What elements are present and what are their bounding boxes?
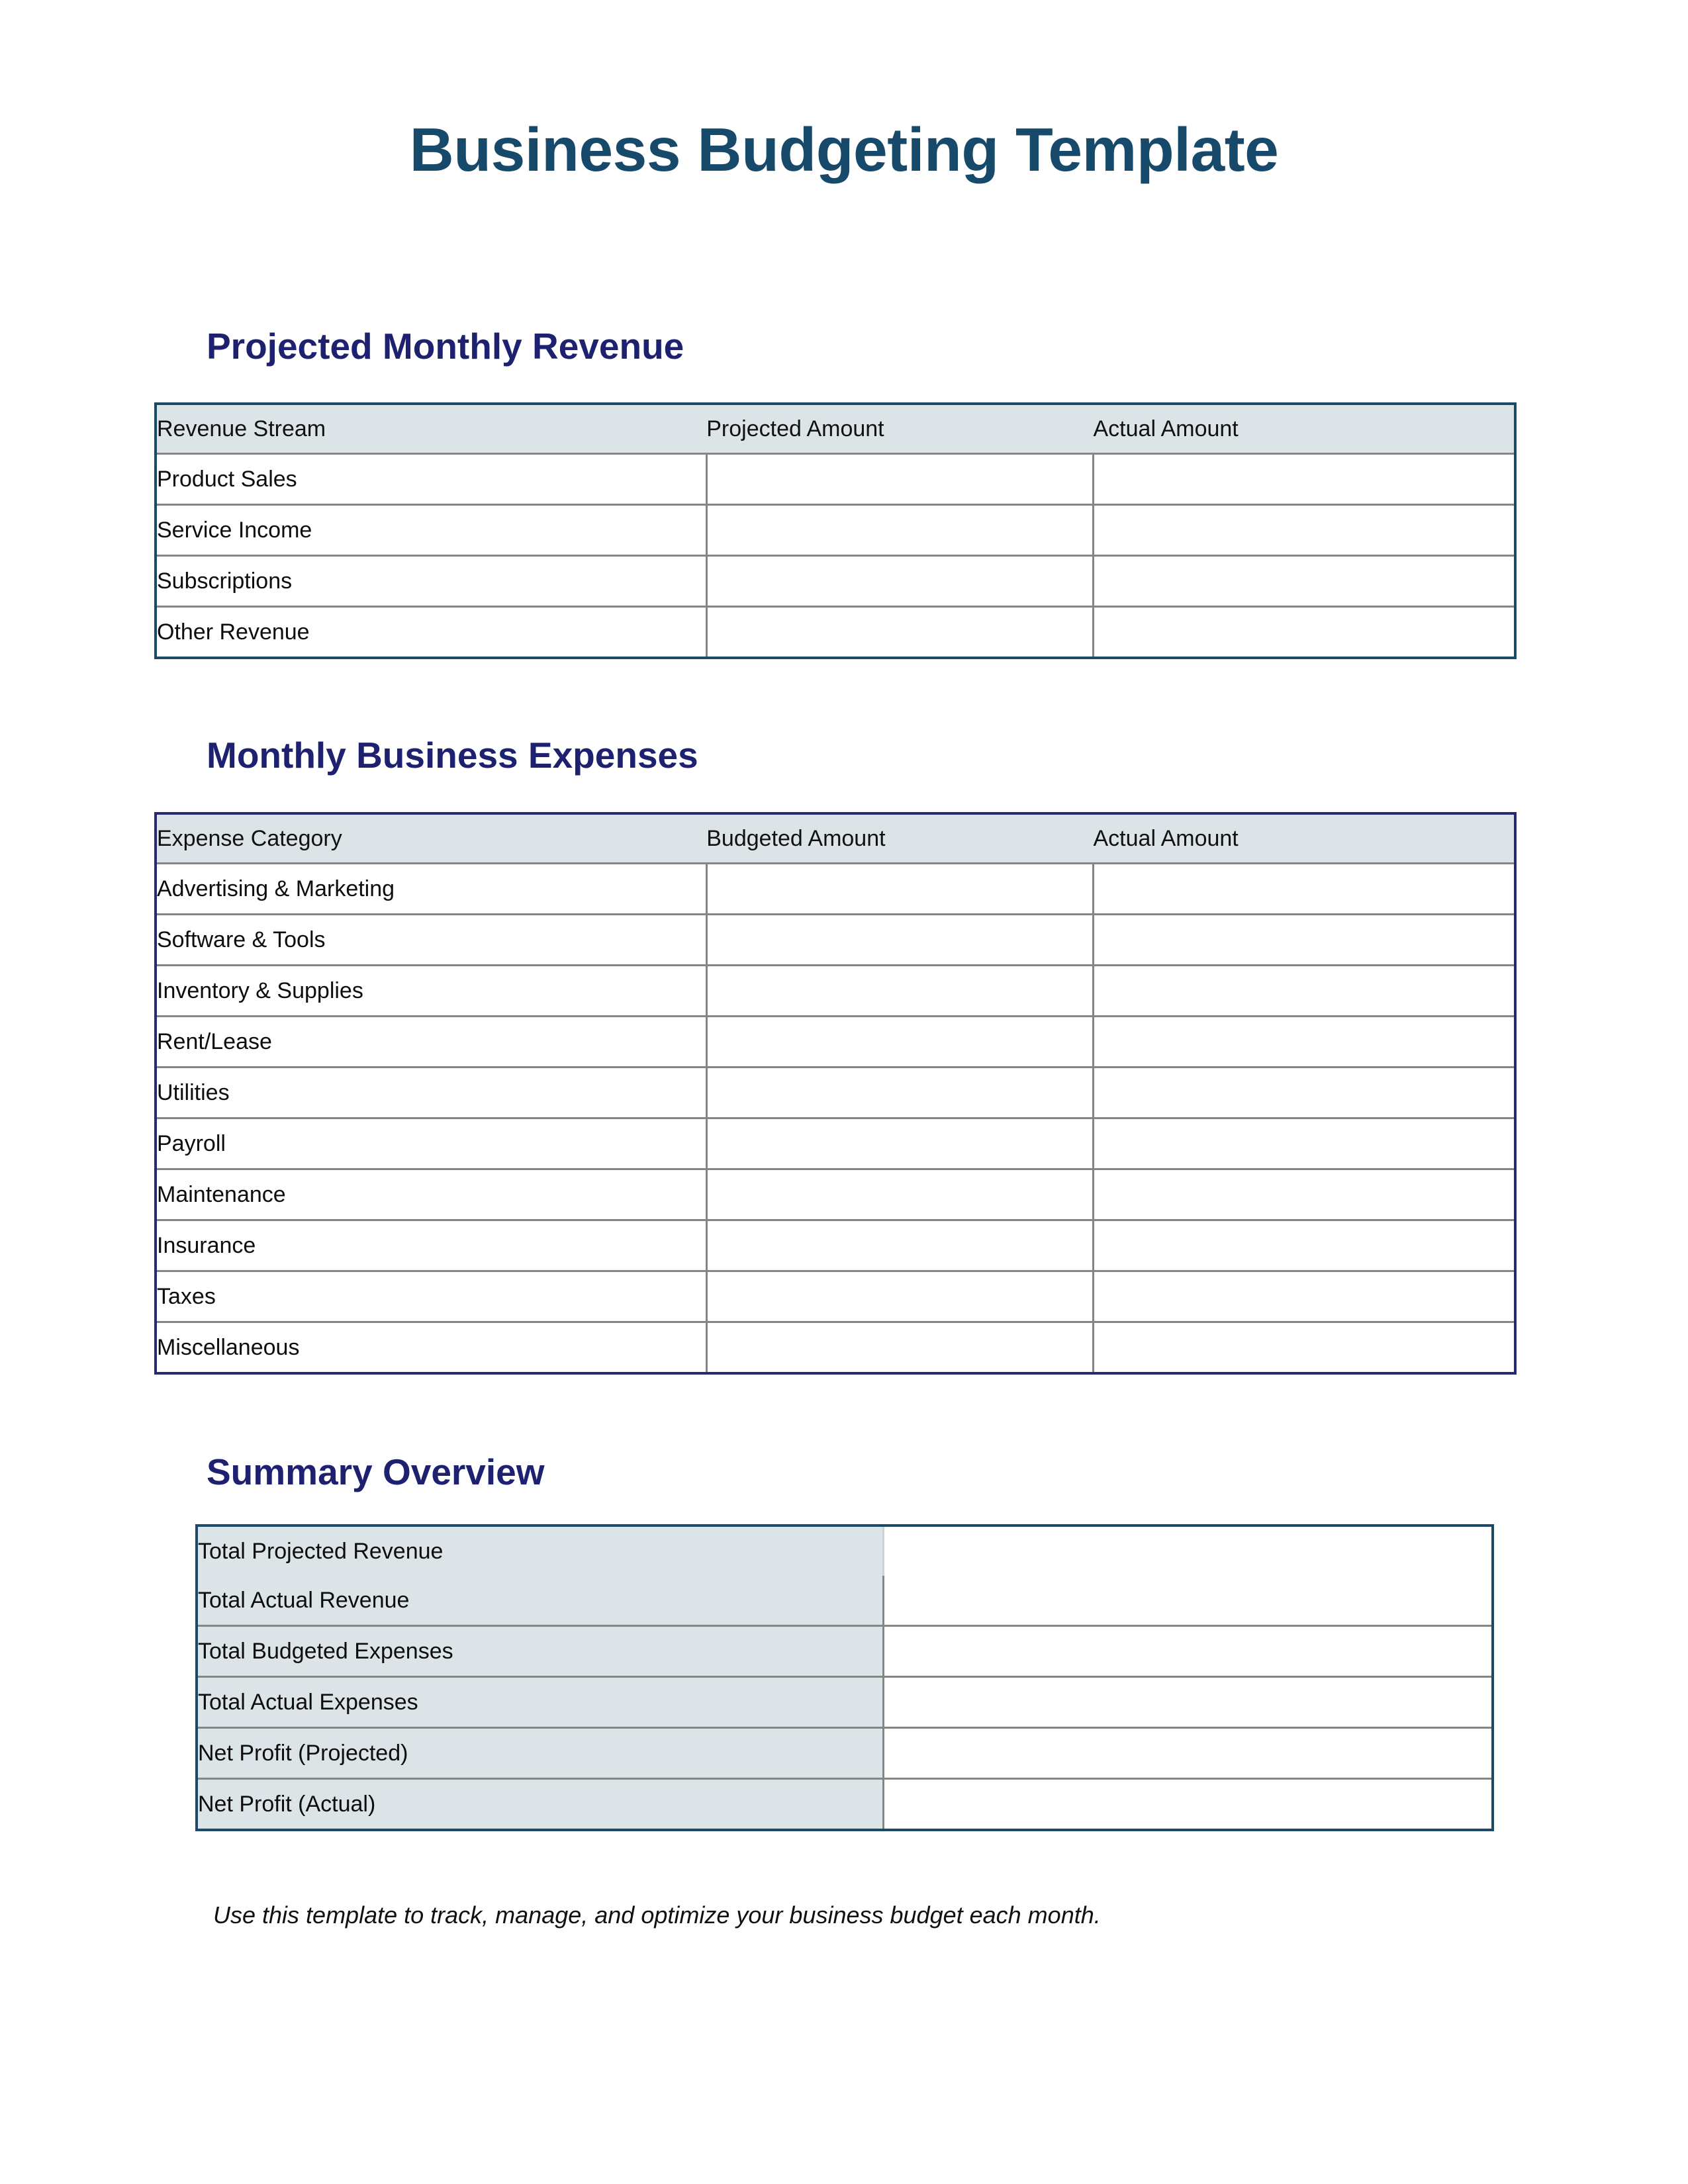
actual-amount-field[interactable] xyxy=(1094,1271,1515,1322)
expense-category-label: Miscellaneous xyxy=(157,1322,706,1373)
summary-label: Net Profit (Projected) xyxy=(198,1728,884,1779)
column-header-actual-amount: Actual Amount xyxy=(1094,405,1515,454)
summary-value-field[interactable] xyxy=(884,1728,1491,1779)
table-row xyxy=(157,556,1514,607)
summary-row xyxy=(198,1626,1491,1677)
summary-value-field[interactable] xyxy=(884,1779,1491,1829)
expense-category-label: Rent/Lease xyxy=(157,1017,706,1068)
summary-table xyxy=(195,1524,1494,1831)
table-row xyxy=(157,454,1514,505)
revenue-table xyxy=(154,402,1517,659)
summary-label: Total Projected Revenue xyxy=(198,1527,884,1576)
summary-value-field[interactable] xyxy=(884,1626,1491,1677)
actual-amount-field[interactable] xyxy=(1094,864,1515,915)
summary-value-field[interactable] xyxy=(884,1576,1491,1626)
table-row xyxy=(157,915,1514,966)
budgeted-amount-field[interactable] xyxy=(706,915,1093,966)
actual-amount-field[interactable] xyxy=(1094,607,1515,657)
revenue-stream-label: Product Sales xyxy=(157,454,706,505)
expenses-table xyxy=(154,812,1517,1375)
summary-row xyxy=(198,1779,1491,1829)
table-row xyxy=(157,1017,1514,1068)
table-row xyxy=(157,966,1514,1017)
projected-amount-field[interactable] xyxy=(706,505,1093,556)
revenue-stream-label: Service Income xyxy=(157,505,706,556)
expense-category-label: Software & Tools xyxy=(157,915,706,966)
table-row xyxy=(157,505,1514,556)
actual-amount-field[interactable] xyxy=(1094,556,1515,607)
table-header-row xyxy=(157,405,1514,454)
expense-category-label: Maintenance xyxy=(157,1169,706,1220)
budgeted-amount-field[interactable] xyxy=(706,1118,1093,1169)
column-header-actual-amount: Actual Amount xyxy=(1094,815,1515,864)
actual-amount-field[interactable] xyxy=(1094,1118,1515,1169)
budgeted-amount-field[interactable] xyxy=(706,1220,1093,1271)
summary-label: Total Actual Expenses xyxy=(198,1677,884,1728)
expense-category-label: Utilities xyxy=(157,1068,706,1118)
projected-amount-field[interactable] xyxy=(706,556,1093,607)
projected-amount-field[interactable] xyxy=(706,607,1093,657)
actual-amount-field[interactable] xyxy=(1094,454,1515,505)
summary-label: Total Budgeted Expenses xyxy=(198,1626,884,1677)
footer-note: Use this template to track, manage, and optimize your business budget each month. xyxy=(213,1901,1101,1929)
revenue-stream-label: Subscriptions xyxy=(157,556,706,607)
expense-category-label: Taxes xyxy=(157,1271,706,1322)
table-row xyxy=(157,1068,1514,1118)
actual-amount-field[interactable] xyxy=(1094,505,1515,556)
expense-category-label: Inventory & Supplies xyxy=(157,966,706,1017)
summary-value-field[interactable] xyxy=(884,1527,1491,1576)
budgeted-amount-field[interactable] xyxy=(706,966,1093,1017)
table-row xyxy=(157,1118,1514,1169)
revenue-stream-label: Other Revenue xyxy=(157,607,706,657)
expense-category-label: Insurance xyxy=(157,1220,706,1271)
summary-row xyxy=(198,1527,1491,1576)
table-row xyxy=(157,1169,1514,1220)
summary-row xyxy=(198,1677,1491,1728)
actual-amount-field[interactable] xyxy=(1094,966,1515,1017)
actual-amount-field[interactable] xyxy=(1094,1017,1515,1068)
table-row xyxy=(157,1271,1514,1322)
table-row xyxy=(157,607,1514,657)
budgeted-amount-field[interactable] xyxy=(706,1271,1093,1322)
table-header-row xyxy=(157,815,1514,864)
section-heading-expenses: Monthly Business Expenses xyxy=(207,735,698,776)
budgeted-amount-field[interactable] xyxy=(706,1322,1093,1373)
actual-amount-field[interactable] xyxy=(1094,1169,1515,1220)
section-heading-summary: Summary Overview xyxy=(207,1451,545,1492)
actual-amount-field[interactable] xyxy=(1094,1068,1515,1118)
budgeted-amount-field[interactable] xyxy=(706,1068,1093,1118)
section-heading-revenue: Projected Monthly Revenue xyxy=(207,326,684,367)
column-header-projected-amount: Projected Amount xyxy=(706,405,1093,454)
table-row xyxy=(157,1220,1514,1271)
summary-row xyxy=(198,1728,1491,1779)
column-header-expense-category: Expense Category xyxy=(157,815,706,864)
actual-amount-field[interactable] xyxy=(1094,1322,1515,1373)
table-row xyxy=(157,864,1514,915)
budgeted-amount-field[interactable] xyxy=(706,1017,1093,1068)
page-title: Business Budgeting Template xyxy=(409,115,1279,184)
summary-value-field[interactable] xyxy=(884,1677,1491,1728)
column-header-revenue-stream: Revenue Stream xyxy=(157,405,706,454)
summary-row xyxy=(198,1576,1491,1626)
table-row xyxy=(157,1322,1514,1373)
budgeted-amount-field[interactable] xyxy=(706,1169,1093,1220)
actual-amount-field[interactable] xyxy=(1094,1220,1515,1271)
summary-label: Net Profit (Actual) xyxy=(198,1779,884,1829)
actual-amount-field[interactable] xyxy=(1094,915,1515,966)
projected-amount-field[interactable] xyxy=(706,454,1093,505)
expense-category-label: Payroll xyxy=(157,1118,706,1169)
summary-label: Total Actual Revenue xyxy=(198,1576,884,1626)
budgeted-amount-field[interactable] xyxy=(706,864,1093,915)
column-header-budgeted-amount: Budgeted Amount xyxy=(706,815,1093,864)
expense-category-label: Advertising & Marketing xyxy=(157,864,706,915)
